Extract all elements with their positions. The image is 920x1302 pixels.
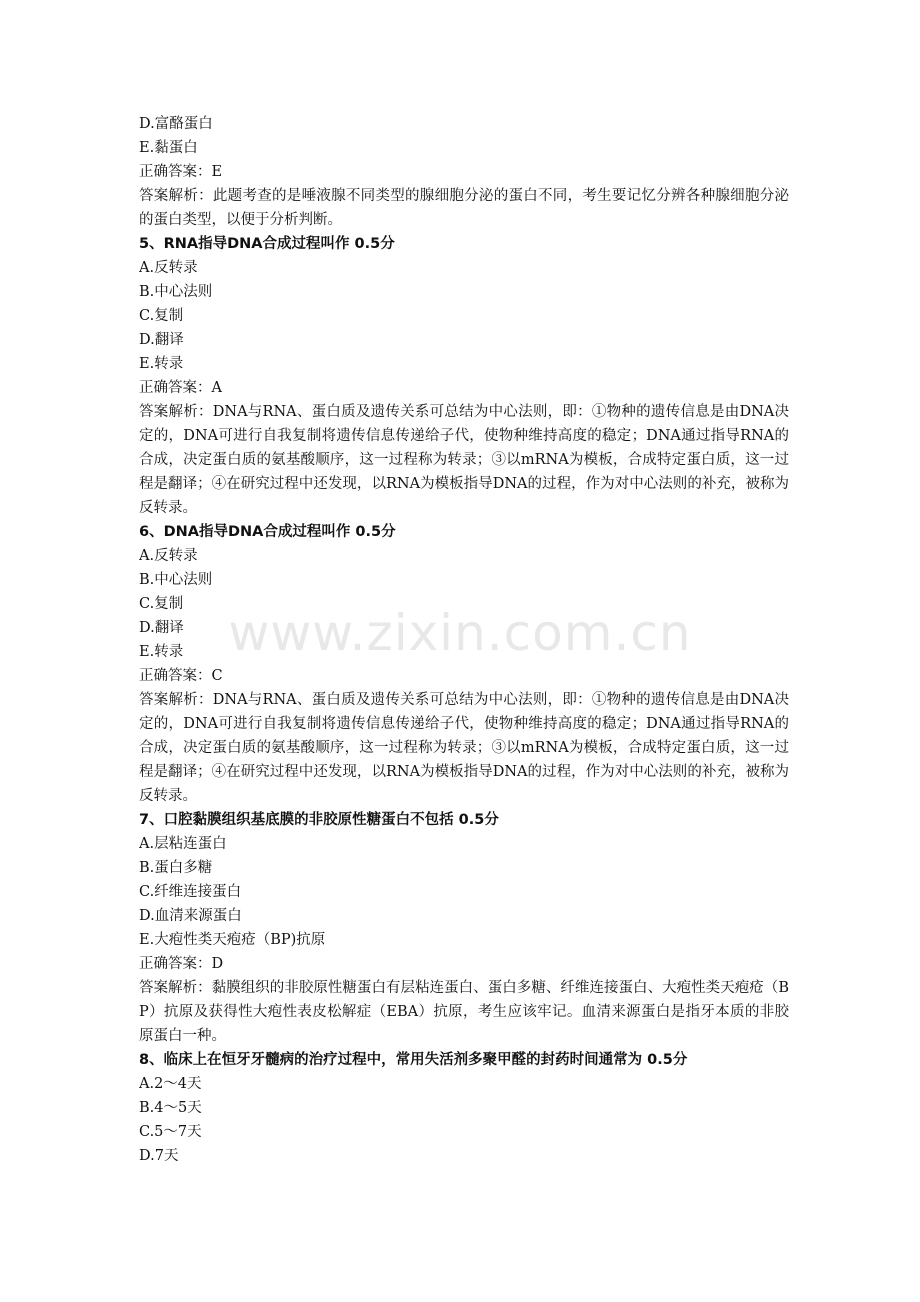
option-e: E.大疱性类天疱疮（BP)抗原: [139, 932, 326, 948]
option-a: A.2～4天: [139, 1076, 202, 1092]
option-d: D.富酪蛋白: [139, 116, 213, 132]
option-c: C.纤维连接蛋白: [139, 884, 242, 900]
question-4-tail: [139, 112, 789, 232]
option-d: D.7天: [139, 1148, 179, 1164]
question-title: 7、口腔黏膜组织基底膜的非胶原性糖蛋白不包括 0.5分: [139, 812, 499, 828]
question-6: [139, 520, 789, 808]
option-b: B.蛋白多糖: [139, 860, 213, 876]
option-c: C.复制: [139, 596, 184, 612]
option-a: A.反转录: [139, 260, 198, 276]
correct-answer: 正确答案：C: [139, 668, 223, 684]
answer-explanation: 答案解析：DNA与RNA、蛋白质及遗传关系可总结为中心法则，即：①物种的遗传信息是由DNA决定的，DNA可进行自我复制将遗传信息传递给子代，使物种维持高度的稳定；DNA通过指导RNA的合成，决定蛋白质的氨基酸顺序，这一过程称为转录；③以mRNA为模板，合成特定蛋白质，这一过程是翻译；④在研究过程中还发现，以RNA为模板指导DNA的过程，作为对中心法则的补充，被称为反转录。: [139, 692, 789, 804]
document-page: [139, 112, 789, 1168]
question-5: [139, 232, 789, 520]
option-a: A.反转录: [139, 548, 198, 564]
question-8: [139, 1048, 789, 1168]
answer-explanation: 答案解析：黏膜组织的非胶原性糖蛋白有层粘连蛋白、蛋白多糖、纤维连接蛋白、大疱性类天疱疮（BP）抗原及获得性大疱性表皮松解症（EBA）抗原，考生应该牢记。血清来源蛋白是指牙本质的非胶原蛋白一种。: [139, 980, 789, 1044]
question-title: 8、临床上在恒牙牙髓病的治疗过程中，常用失活剂多聚甲醛的封药时间通常为 0.5分: [139, 1052, 688, 1068]
correct-answer: 正确答案：D: [139, 956, 224, 972]
question-title: 5、RNA指导DNA合成过程叫作 0.5分: [139, 236, 395, 252]
answer-explanation: 答案解析：DNA与RNA、蛋白质及遗传关系可总结为中心法则，即：①物种的遗传信息是由DNA决定的，DNA可进行自我复制将遗传信息传递给子代，使物种维持高度的稳定；DNA通过指导RNA的合成，决定蛋白质的氨基酸顺序，这一过程称为转录；③以mRNA为模板，合成特定蛋白质，这一过程是翻译；④在研究过程中还发现，以RNA为模板指导DNA的过程，作为对中心法则的补充，被称为反转录。: [139, 404, 789, 516]
option-e: E.转录: [139, 356, 184, 372]
question-7: [139, 808, 789, 1048]
option-b: B.中心法则: [139, 572, 213, 588]
option-b: B.中心法则: [139, 284, 213, 300]
question-title: 6、DNA指导DNA合成过程叫作 0.5分: [139, 524, 396, 540]
option-d: D.血清来源蛋白: [139, 908, 242, 924]
option-d: D.翻译: [139, 620, 184, 636]
option-e: E.转录: [139, 644, 184, 660]
option-b: B.4～5天: [139, 1100, 202, 1116]
option-d: D.翻译: [139, 332, 184, 348]
option-c: C.复制: [139, 308, 184, 324]
watermark: www.zixin.com.cn: [228, 604, 692, 662]
correct-answer: 正确答案：A: [139, 380, 222, 396]
option-a: A.层粘连蛋白: [139, 836, 227, 852]
option-e: E.黏蛋白: [139, 140, 198, 156]
correct-answer: 正确答案：E: [139, 164, 223, 180]
answer-explanation: 答案解析：此题考查的是唾液腺不同类型的腺细胞分泌的蛋白不同，考生要记忆分辨各种腺细胞分泌的蛋白类型，以便于分析判断。: [139, 188, 789, 228]
option-c: C.5～7天: [139, 1124, 202, 1140]
